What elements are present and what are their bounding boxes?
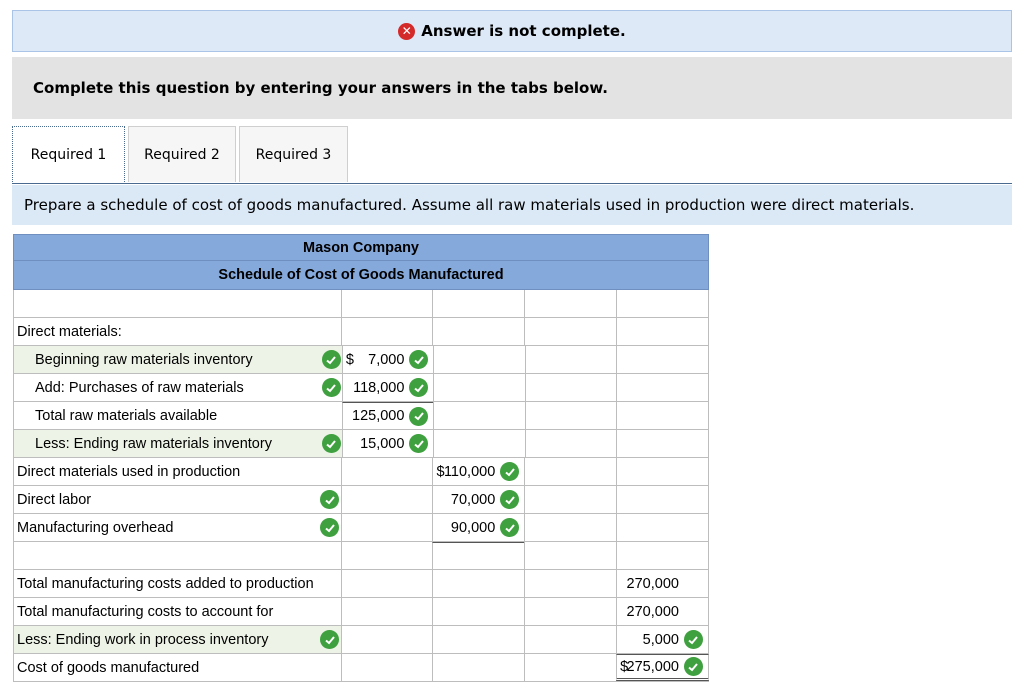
check-icon: [320, 518, 339, 537]
tab-required-3[interactable]: Required 3: [239, 126, 348, 182]
schedule-table: [13, 234, 709, 682]
check-icon: [500, 462, 519, 481]
answer-status-text: Answer is not complete.: [421, 22, 626, 40]
row-label[interactable]: Beginning raw materials inventory: [14, 346, 320, 373]
table-row: [14, 346, 709, 374]
check-icon: [500, 490, 519, 509]
table-row: [14, 654, 709, 682]
row-label[interactable]: Direct labor: [17, 491, 92, 508]
row-label: Cost of goods manufactured: [17, 659, 200, 676]
question-prompt: Prepare a schedule of cost of goods manufactured. Assume all raw materials used in production were direct materials.: [12, 185, 1012, 225]
amount-cell[interactable]: [342, 402, 434, 429]
check-icon: [684, 630, 703, 649]
error-icon: ✕: [398, 23, 415, 40]
schedule-body: [13, 290, 709, 682]
row-label[interactable]: Less: Ending work in process inventory: [14, 626, 319, 653]
amount-cell[interactable]: [616, 570, 709, 597]
company-name: Mason Company: [13, 234, 709, 261]
table-row: [14, 514, 709, 542]
check-icon: [500, 518, 519, 537]
amount-value: 7,000: [368, 351, 405, 368]
amount-value: 70,000: [450, 491, 496, 508]
check-icon: [322, 350, 341, 369]
check-icon: [320, 490, 339, 509]
check-icon: [409, 407, 428, 426]
check-icon: [322, 434, 341, 453]
amount-cell[interactable]: [616, 598, 709, 625]
row-label[interactable]: Add: Purchases of raw materials: [35, 379, 244, 396]
row-label[interactable]: Less: Ending raw materials inventory: [14, 430, 320, 457]
tab-divider: [12, 183, 1012, 184]
check-icon: [320, 630, 339, 649]
table-row: [14, 402, 709, 430]
table-row: [14, 374, 709, 402]
amount-value: 15,000: [360, 435, 405, 452]
table-row: [14, 318, 709, 346]
amount-cell[interactable]: $ 275,000: [616, 654, 709, 681]
amount-value: 118,000: [353, 379, 405, 396]
tab-bar: [12, 126, 351, 184]
amount-value: 275,000: [626, 658, 679, 675]
amount-cell[interactable]: $ 7,000: [342, 346, 434, 373]
table-row: [14, 626, 709, 654]
amount-cell[interactable]: [432, 514, 524, 541]
check-icon: [409, 378, 428, 397]
amount-value: 125,000: [352, 408, 405, 424]
amount-cell[interactable]: [342, 430, 434, 457]
table-row: [14, 570, 709, 598]
check-icon: [409, 434, 428, 453]
amount-value: 270,000: [626, 575, 679, 592]
amount-cell[interactable]: $ 110,000: [432, 458, 524, 485]
schedule-title: Schedule of Cost of Goods Manufactured: [13, 261, 709, 290]
row-label: Total manufacturing costs added to production: [17, 575, 314, 592]
instructions: Complete this question by entering your answers in the tabs below.: [12, 57, 1012, 119]
row-label: Total raw materials available: [35, 407, 218, 424]
amount-cell[interactable]: [342, 374, 434, 401]
check-icon: [322, 378, 341, 397]
row-label[interactable]: Manufacturing overhead: [17, 519, 174, 536]
tab-required-2[interactable]: Required 2: [128, 126, 236, 182]
check-icon: [684, 657, 703, 676]
amount-value: 5,000: [642, 631, 679, 648]
row-label: Total manufacturing costs to account for: [17, 603, 274, 620]
table-row: [14, 542, 709, 570]
amount-value: 90,000: [450, 519, 496, 536]
amount-value: 110,000: [443, 463, 496, 480]
amount-value: 270,000: [626, 603, 679, 620]
table-row: [14, 598, 709, 626]
table-row: [14, 290, 709, 318]
amount-cell[interactable]: [616, 626, 709, 653]
answer-status-banner: [12, 10, 1012, 52]
table-row: [14, 458, 709, 486]
table-row: [14, 430, 709, 458]
row-label: Direct materials used in production: [17, 463, 241, 480]
tab-required-1[interactable]: Required 1: [12, 126, 125, 182]
amount-cell[interactable]: [432, 486, 524, 513]
check-icon: [409, 350, 428, 369]
row-label: Direct materials:: [17, 323, 122, 340]
table-row: [14, 486, 709, 514]
